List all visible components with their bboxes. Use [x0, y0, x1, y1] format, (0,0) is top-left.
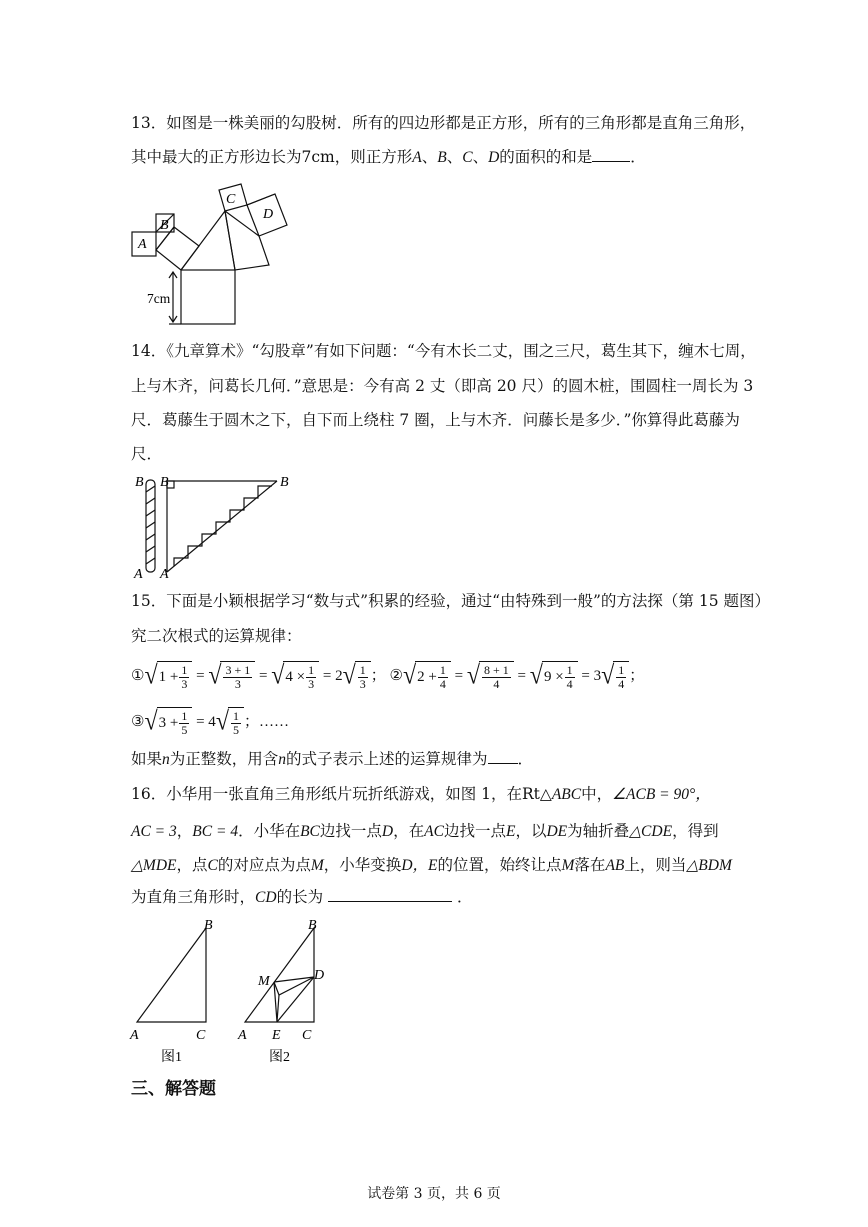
bc: BC [300, 823, 320, 840]
fig2-b: B [308, 918, 317, 933]
angle-acb: ∠ACB = 90°， [612, 786, 711, 803]
ellipsis: ；…… [243, 714, 289, 730]
fig2-caption: 图2 [269, 1050, 290, 1065]
fig14-b2: B [160, 475, 169, 490]
answer-blank[interactable] [328, 887, 452, 902]
q16-text: 为直角三角形时， [131, 888, 256, 906]
q16-text: 中， [581, 785, 613, 803]
fig-label-7cm: 7cm [147, 291, 171, 306]
q16-text: ，在 [393, 822, 425, 840]
points-de: D，E [401, 857, 438, 874]
fig1-c: C [196, 1028, 206, 1043]
q16-text: 边找一点 [319, 822, 382, 840]
tri-cde: △CDE [629, 823, 673, 840]
point-e: E [505, 823, 516, 840]
sep: 、 [421, 148, 438, 166]
q16-line2 [131, 820, 719, 843]
comma: ， [176, 822, 193, 840]
q15-text: 的式子表示上述的运算规律为 [286, 750, 488, 768]
q13-text: 其中最大的正方形边长为7cm，则正方形 [131, 148, 413, 166]
label-d: D [488, 149, 500, 166]
q16-text: ，点 [176, 856, 208, 874]
var-n: n [278, 751, 287, 768]
circled-2: ② [389, 668, 403, 684]
label-b: B [437, 149, 447, 166]
fig14-a1: A [134, 567, 143, 580]
fig1-b: B [204, 918, 213, 933]
fig-label-c: C [226, 192, 236, 207]
q13-line2 [131, 146, 646, 169]
q16-text: 为轴折叠 [567, 822, 630, 840]
fig14-a2: A [160, 567, 169, 580]
point-d: D [381, 823, 394, 840]
fig14-b3: B [280, 475, 289, 490]
fig1-a: A [130, 1028, 139, 1043]
fig-label-b: B [160, 218, 169, 233]
tri-bdm: △BDM [686, 857, 732, 874]
q14-line4: 尺． [131, 445, 163, 463]
abc: ABC [551, 786, 582, 803]
point-m: M [561, 857, 575, 874]
section-heading: 三、解答题 [131, 1079, 216, 1099]
q15-formula-line1: ① √ 1 + $\frac{1}{3}$ = √ $\frac{3 + 1}{3}$ = √ 4 × $\frac{1}{3}$ = 2 √ $\frac{1}{3}$ ； ② √ 2 + $\frac{1}{4}$ = √ $\frac{8 + 1}{4}$ = √ 9 × $\frac{1}{4}$ = 3 √ $\frac{1}{4}$ ； [131, 661, 645, 691]
fig2-m: M [258, 974, 270, 989]
sep: 、 [472, 148, 489, 166]
bc-eq: BC = 4 [192, 823, 239, 840]
var-n: n [162, 751, 170, 768]
page-footer: 试卷第 3 页，共 6 页 [367, 1186, 501, 1202]
cd: CD [255, 889, 277, 906]
q16-text: ．小华在 [238, 822, 301, 840]
point-c: C [207, 857, 218, 874]
circled-1: ① [131, 668, 145, 684]
q14-line3: 尺．葛藤生于圆木之下，自下而上绕柱 7 圈，上与木齐．问藤长是多少．”你算得此葛藤为 [131, 411, 740, 429]
q16-text: 上，则当 [624, 856, 687, 874]
q15-line2: 究二次根式的运算规律： [131, 627, 302, 645]
q13-line1: 13．如图是一株美丽的勾股树．所有的四边形都是正方形，所有的三角形都是直角三角形， [131, 114, 756, 132]
label-c: C [462, 149, 473, 166]
rt-triangle: Rt△ [522, 785, 552, 803]
answer-blank[interactable] [488, 749, 518, 764]
fig-label-a: A [138, 237, 147, 252]
q16-text: ，小华变换 [323, 856, 402, 874]
q16-text: ，得到 [672, 822, 719, 840]
fig2-d: D [314, 968, 325, 983]
semicolon: ； [629, 668, 645, 684]
period: ． [517, 750, 534, 768]
figure-2 [236, 915, 336, 1067]
q16-line4 [131, 886, 472, 909]
q16-line3 [131, 854, 732, 877]
label-a: A [412, 149, 422, 166]
q14-line2: 上与木齐，问葛长几何．”意思是：今有高 2 丈（即高 20 尺）的圆木桩，围圆柱一周长为 3 [131, 377, 754, 395]
q16-line1 [131, 783, 711, 806]
q16-text: 边找一点 [443, 822, 506, 840]
fig2-e: E [272, 1028, 281, 1043]
q14-line1: 14．《九章算术》“勾股章”有如下问题：“今有木长二丈，围之三尺，葛生其下，缠木七周， [131, 342, 756, 360]
q15-line5 [131, 748, 533, 771]
period: ． [456, 888, 473, 906]
q16-text: 的位置，始终让点 [437, 856, 562, 874]
sep: 、 [446, 148, 463, 166]
q16-text: 16．小华用一张直角三角形纸片玩折纸游戏，如图 1，在 [131, 785, 523, 803]
q16-text: ，以 [515, 822, 547, 840]
figure-1 [128, 915, 228, 1067]
point-m: M [310, 857, 324, 874]
fig14-b1: B [135, 475, 144, 490]
de: DE [546, 823, 568, 840]
ac-eq: AC = 3 [131, 823, 177, 840]
q15-line1: 15．下面是小颖根据学习“数与式”积累的经验，通过“由特殊到一般”的方法探（第 15 题图） [131, 592, 770, 610]
q16-text: 的长为 [276, 888, 324, 906]
q13-text-suffix: 的面积的和是 [499, 148, 593, 166]
q16-text: 的对应点为点 [217, 856, 311, 874]
vine-cylinder-figure [130, 468, 300, 580]
answer-blank[interactable] [592, 147, 630, 162]
circled-3: ③ [131, 714, 145, 730]
fig1-caption: 图1 [161, 1050, 182, 1065]
tri-mde: △MDE [131, 857, 177, 874]
q15-formula-line2: ③ √ 3 + $\frac{1}{5}$ = 4 √ $\frac{1}{5}$ ；…… [131, 707, 289, 737]
fig-label-d: D [263, 207, 274, 222]
period: ． [630, 148, 646, 166]
q15-text: 如果 [131, 750, 163, 768]
semicolon: ； [370, 668, 386, 684]
ab: AB [605, 857, 625, 874]
fig2-c: C [302, 1028, 312, 1043]
q16-text: 落在 [574, 856, 606, 874]
q15-text: 为正整数，用含 [169, 750, 279, 768]
fig2-a: A [238, 1028, 247, 1043]
ac: AC [424, 823, 444, 840]
pythagoras-tree-figure [125, 180, 315, 330]
